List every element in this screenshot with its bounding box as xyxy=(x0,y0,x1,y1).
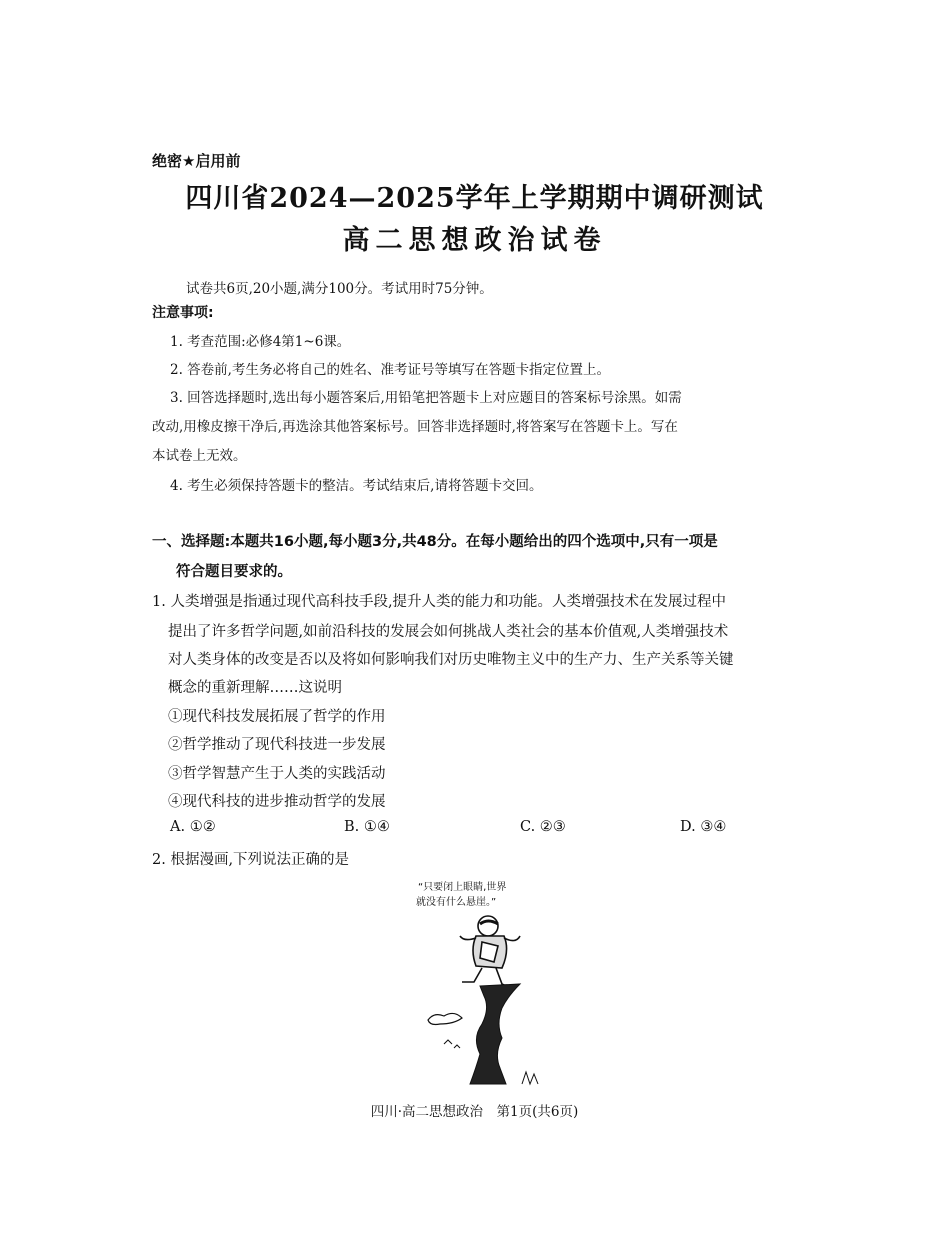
q1-statement-3: ③哲学智慧产生于人类的实践活动 xyxy=(168,766,386,782)
birds xyxy=(444,1040,460,1048)
q1-statement-1: ①现代科技发展拓展了哲学的作用 xyxy=(168,709,386,725)
q1-choice-c: C. ②③ xyxy=(520,819,566,835)
q1-choice-b: B. ①④ xyxy=(344,819,390,835)
exam-info: 试卷共6页,20小题,满分100分。考试用时75分钟。 xyxy=(186,281,493,297)
question-1-line-4: 概念的重新理解……这说明 xyxy=(168,680,342,696)
q1-statement-4: ④现代科技的进步推动哲学的发展 xyxy=(168,794,386,810)
cloud xyxy=(428,1013,462,1024)
ground-spikes xyxy=(522,1072,538,1084)
exam-subtitle: 高二思想政治试卷 xyxy=(342,225,607,256)
notice-heading: 注意事项: xyxy=(152,305,214,321)
walking-man-figure xyxy=(460,916,520,988)
cartoon-caption-line-1: “只要闭上眼睛,世界 xyxy=(418,882,507,893)
question-2-stem: 2. 根据漫画,下列说法正确的是 xyxy=(152,852,350,868)
page-footer: 四川·高二思想政治 第1页(共6页) xyxy=(370,1104,579,1120)
question-1-line-2: 提出了许多哲学问题,如前沿科技的发展会如何挑战人类社会的基本价值观,人类增强技术 xyxy=(168,624,729,640)
notice-item-1: 1. 考查范围:必修4第1~6课。 xyxy=(170,334,351,350)
notice-item-3-line-3: 本试卷上无效。 xyxy=(152,448,247,464)
notice-item-3-line-2: 改动,用橡皮擦干净后,再选涂其他答案标号。回答非选择题时,将答案写在答题卡上。写在 xyxy=(152,419,678,435)
cartoon-caption-line-2: 就没有什么悬崖。” xyxy=(416,897,497,908)
notice-item-3-line-1: 3. 回答选择题时,选出每小题答案后,用铅笔把答题卡上对应题目的答案标号涂黑。如需 xyxy=(170,390,682,406)
question-1-line-3: 对人类身体的改变是否以及将如何影响我们对历史唯物主义中的生产力、生产关系等关键 xyxy=(168,652,734,668)
notice-item-4: 4. 考生必须保持答题卡的整洁。考试结束后,请将答题卡交回。 xyxy=(170,478,543,494)
section-heading-cont: 符合题目要求的。 xyxy=(176,564,292,580)
cliff-edge xyxy=(470,984,520,1084)
notice-item-2: 2. 答卷前,考生务必将自己的姓名、准考证号等填写在答题卡指定位置上。 xyxy=(170,362,610,378)
q1-choice-a: A. ①② xyxy=(170,819,216,835)
cliff-cartoon xyxy=(410,878,560,1088)
q1-choice-d: D. ③④ xyxy=(680,819,727,835)
q1-statement-2: ②哲学推动了现代科技进一步发展 xyxy=(168,737,386,753)
exam-title: 四川省2024—2025学年上学期期中调研测试 xyxy=(185,183,764,214)
section-heading: 一、选择题:本题共16小题,每小题3分,共48分。在每小题给出的四个选项中,只有一项是 xyxy=(152,534,718,550)
question-1-line-1: 1. 人类增强是指通过现代高科技手段,提升人类的能力和功能。人类增强技术在发展过程中 xyxy=(152,594,727,610)
confidential-label: 绝密★启用前 xyxy=(152,152,241,170)
